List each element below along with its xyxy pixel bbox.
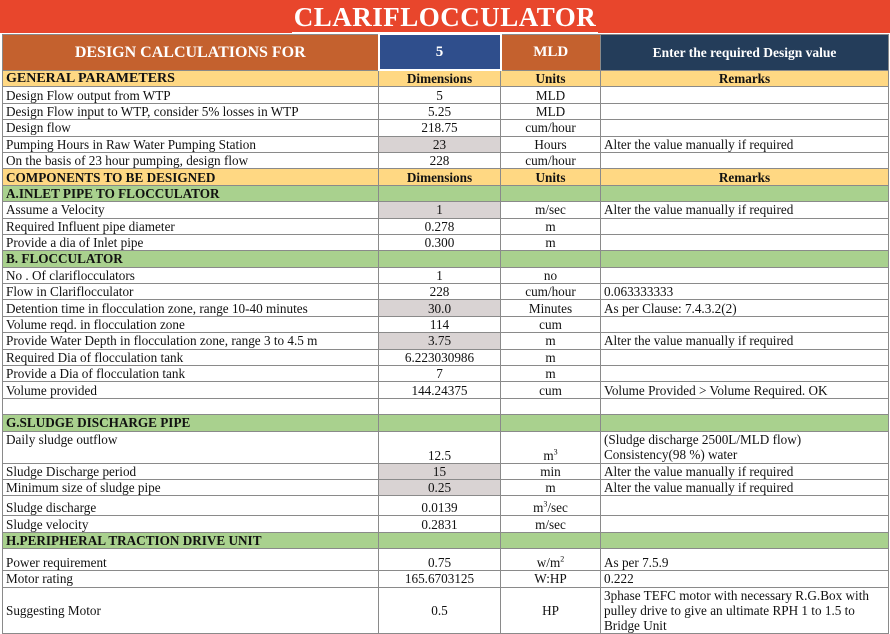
remarks-header: Remarks (601, 169, 889, 185)
remark-cell (601, 366, 889, 382)
editable-dimension-cell[interactable]: 30.0 (379, 300, 501, 316)
unit-suffix: /sec (547, 500, 568, 516)
dimension-cell: 0.5 (379, 587, 501, 633)
section-title: H.PERIPHERAL TRACTION DRIVE UNIT (3, 532, 379, 548)
unit-cell: m (501, 333, 601, 349)
dimension-cell: 12.5 (379, 431, 501, 463)
dimension-cell: 5 (379, 87, 501, 103)
unit-cell: m/sec (501, 516, 601, 532)
remark-cell: Alter the value manually if required (601, 463, 889, 479)
dimensions-header: Dimensions (379, 70, 501, 87)
section-title: B. FLOCCULATOR (3, 251, 379, 267)
units-header: Units (501, 169, 601, 185)
param-cell: Flow in Clariflocculator (3, 284, 379, 300)
unit-superscript: 2 (560, 554, 565, 564)
remark-cell (601, 267, 889, 283)
unit-cell: MLD (501, 103, 601, 119)
dimension-cell: 165.6703125 (379, 571, 501, 587)
remarks-header: Remarks (601, 70, 889, 87)
remark-line-1: (Sludge discharge 2500L/MLD flow) (604, 432, 802, 448)
unit-base: m (543, 447, 554, 463)
remark-cell: Alter the value manually if required (601, 333, 889, 349)
section-drive-row (3, 532, 889, 548)
unit-cell: MLD (501, 87, 601, 103)
unit-cell: m (501, 479, 601, 495)
editable-dimension-cell[interactable]: 3.75 (379, 333, 501, 349)
remark-cell: Volume Provided > Volume Required. OK (601, 382, 889, 398)
table-row (3, 382, 889, 398)
param-cell: Volume provided (3, 382, 379, 398)
remark-cell (601, 234, 889, 250)
table-row (3, 218, 889, 234)
dimension-cell: 5.25 (379, 103, 501, 119)
table-row (3, 234, 889, 250)
remark-cell (601, 349, 889, 365)
unit-cell: HP (501, 587, 601, 633)
general-header-row (3, 70, 889, 87)
table-row (3, 120, 889, 136)
param-cell: Motor rating (3, 571, 379, 587)
param-cell: Volume reqd. in flocculation zone (3, 316, 379, 332)
unit-superscript: 3 (553, 447, 558, 457)
dimension-cell: 0.75 (379, 549, 501, 571)
page-title: CLARIFLOCCULATOR (0, 0, 890, 33)
dimension-cell: 114 (379, 316, 501, 332)
table-row (3, 349, 889, 365)
table-row (3, 87, 889, 103)
param-cell: Provide a Dia of flocculation tank (3, 366, 379, 382)
remark-cell: As per 7.5.9 (601, 549, 889, 571)
components-header-row (3, 169, 889, 185)
param-cell: Suggesting Motor (3, 587, 379, 633)
table-row (3, 284, 889, 300)
param-cell: Pumping Hours in Raw Water Pumping Station (3, 136, 379, 152)
dimension-cell: 144.24375 (379, 382, 501, 398)
dimension-cell: 228 (379, 152, 501, 168)
unit-cell: no (501, 267, 601, 283)
remark-cell (601, 218, 889, 234)
param-cell: Sludge velocity (3, 516, 379, 532)
remark-cell (601, 120, 889, 136)
unit-cell: Hours (501, 136, 601, 152)
dimensions-header: Dimensions (379, 169, 501, 185)
remark-cell (601, 152, 889, 168)
remark-cell (601, 516, 889, 532)
param-cell: Power requirement (3, 549, 379, 571)
table-row (3, 587, 889, 633)
unit-cell (501, 549, 601, 571)
param-cell: Design flow (3, 120, 379, 136)
unit-cell (501, 496, 601, 516)
table-row (3, 516, 889, 532)
dimension-cell: 0.278 (379, 218, 501, 234)
table-row (3, 366, 889, 382)
remark-cell (601, 431, 889, 463)
dimension-cell: 0.0139 (379, 496, 501, 516)
remark-cell: 0.222 (601, 571, 889, 587)
section-inlet-row (3, 185, 889, 201)
unit-cell: cum/hour (501, 284, 601, 300)
editable-dimension-cell[interactable]: 1 (379, 202, 501, 218)
param-cell: Provide Water Depth in flocculation zone, range 3 to 4.5 m (3, 333, 379, 349)
remark-cell (601, 316, 889, 332)
design-unit: MLD (501, 34, 601, 70)
unit-base: w/m (536, 555, 561, 571)
unit-cell: W:HP (501, 571, 601, 587)
table-row (3, 152, 889, 168)
remark-cell: Alter the value manually if required (601, 202, 889, 218)
table-row (3, 431, 889, 463)
table-row (3, 316, 889, 332)
remark-cell (601, 496, 889, 516)
unit-cell: m/sec (501, 202, 601, 218)
unit-cell: min (501, 463, 601, 479)
design-table (2, 33, 889, 634)
editable-dimension-cell[interactable]: 15 (379, 463, 501, 479)
dimension-cell: 218.75 (379, 120, 501, 136)
general-header: GENERAL PARAMETERS (3, 70, 379, 87)
param-cell: Required Dia of flocculation tank (3, 349, 379, 365)
param-cell: Daily sludge outflow (3, 431, 379, 463)
table-row (3, 463, 889, 479)
unit-cell: cum/hour (501, 152, 601, 168)
table-row (3, 202, 889, 218)
editable-dimension-cell[interactable]: 0.25 (379, 479, 501, 495)
remark-cell (601, 87, 889, 103)
design-value-input[interactable]: 5 (379, 34, 501, 70)
design-label: DESIGN CALCULATIONS FOR (3, 34, 379, 70)
unit-cell: m (501, 366, 601, 382)
param-cell: Detention time in flocculation zone, range 10-40 minutes (3, 300, 379, 316)
dimension-cell: 6.223030986 (379, 349, 501, 365)
param-cell: Sludge Discharge period (3, 463, 379, 479)
dimension-cell: 7 (379, 366, 501, 382)
table-row (3, 300, 889, 316)
param-cell: Design Flow input to WTP, consider 5% losses in WTP (3, 103, 379, 119)
param-cell: Assume a Velocity (3, 202, 379, 218)
spacer-row (3, 398, 889, 414)
design-row (3, 34, 889, 70)
design-prompt: Enter the required Design value (601, 34, 889, 70)
unit-cell (501, 431, 601, 463)
remark-line-2: Consistency(98 %) water (604, 447, 738, 463)
dimension-cell: 0.2831 (379, 516, 501, 532)
editable-dimension-cell[interactable]: 23 (379, 136, 501, 152)
remark-cell: As per Clause: 7.4.3.2(2) (601, 300, 889, 316)
section-sludge-row (3, 415, 889, 431)
param-cell: No . Of clariflocculators (3, 267, 379, 283)
param-cell: Sludge discharge (3, 496, 379, 516)
table-row (3, 479, 889, 495)
param-cell: Design Flow output from WTP (3, 87, 379, 103)
unit-cell: m (501, 234, 601, 250)
units-header: Units (501, 70, 601, 87)
table-row (3, 136, 889, 152)
remark-cell: 3phase TEFC motor with necessary R.G.Box with pulley drive to give an ultimate RPH 1 to 1.5 to Bridge Unit (601, 587, 889, 633)
unit-cell: Minutes (501, 300, 601, 316)
table-row (3, 571, 889, 587)
section-title: A.INLET PIPE TO FLOCCULATOR (3, 185, 379, 201)
unit-cell: m (501, 349, 601, 365)
table-row (3, 549, 889, 571)
table-row (3, 496, 889, 516)
param-cell: Provide a dia of Inlet pipe (3, 234, 379, 250)
components-header: COMPONENTS TO BE DESIGNED (3, 169, 379, 185)
table-row (3, 333, 889, 349)
remark-cell (601, 103, 889, 119)
section-title: G.SLUDGE DISCHARGE PIPE (3, 415, 379, 431)
dimension-cell: 0.300 (379, 234, 501, 250)
section-flocculator-row (3, 251, 889, 267)
remark-cell: 0.063333333 (601, 284, 889, 300)
table-row (3, 103, 889, 119)
unit-base: m (533, 500, 544, 516)
dimension-cell: 1 (379, 267, 501, 283)
unit-cell: m (501, 218, 601, 234)
remark-cell: Alter the value manually if required (601, 479, 889, 495)
param-cell: Minimum size of sludge pipe (3, 479, 379, 495)
unit-cell: cum (501, 382, 601, 398)
remark-cell: Alter the value manually if required (601, 136, 889, 152)
dimension-cell: 228 (379, 284, 501, 300)
param-cell: On the basis of 23 hour pumping, design flow (3, 152, 379, 168)
unit-cell: cum (501, 316, 601, 332)
table-row (3, 267, 889, 283)
unit-cell: cum/hour (501, 120, 601, 136)
param-cell: Required Influent pipe diameter (3, 218, 379, 234)
unit-superscript: 3 (543, 499, 548, 509)
